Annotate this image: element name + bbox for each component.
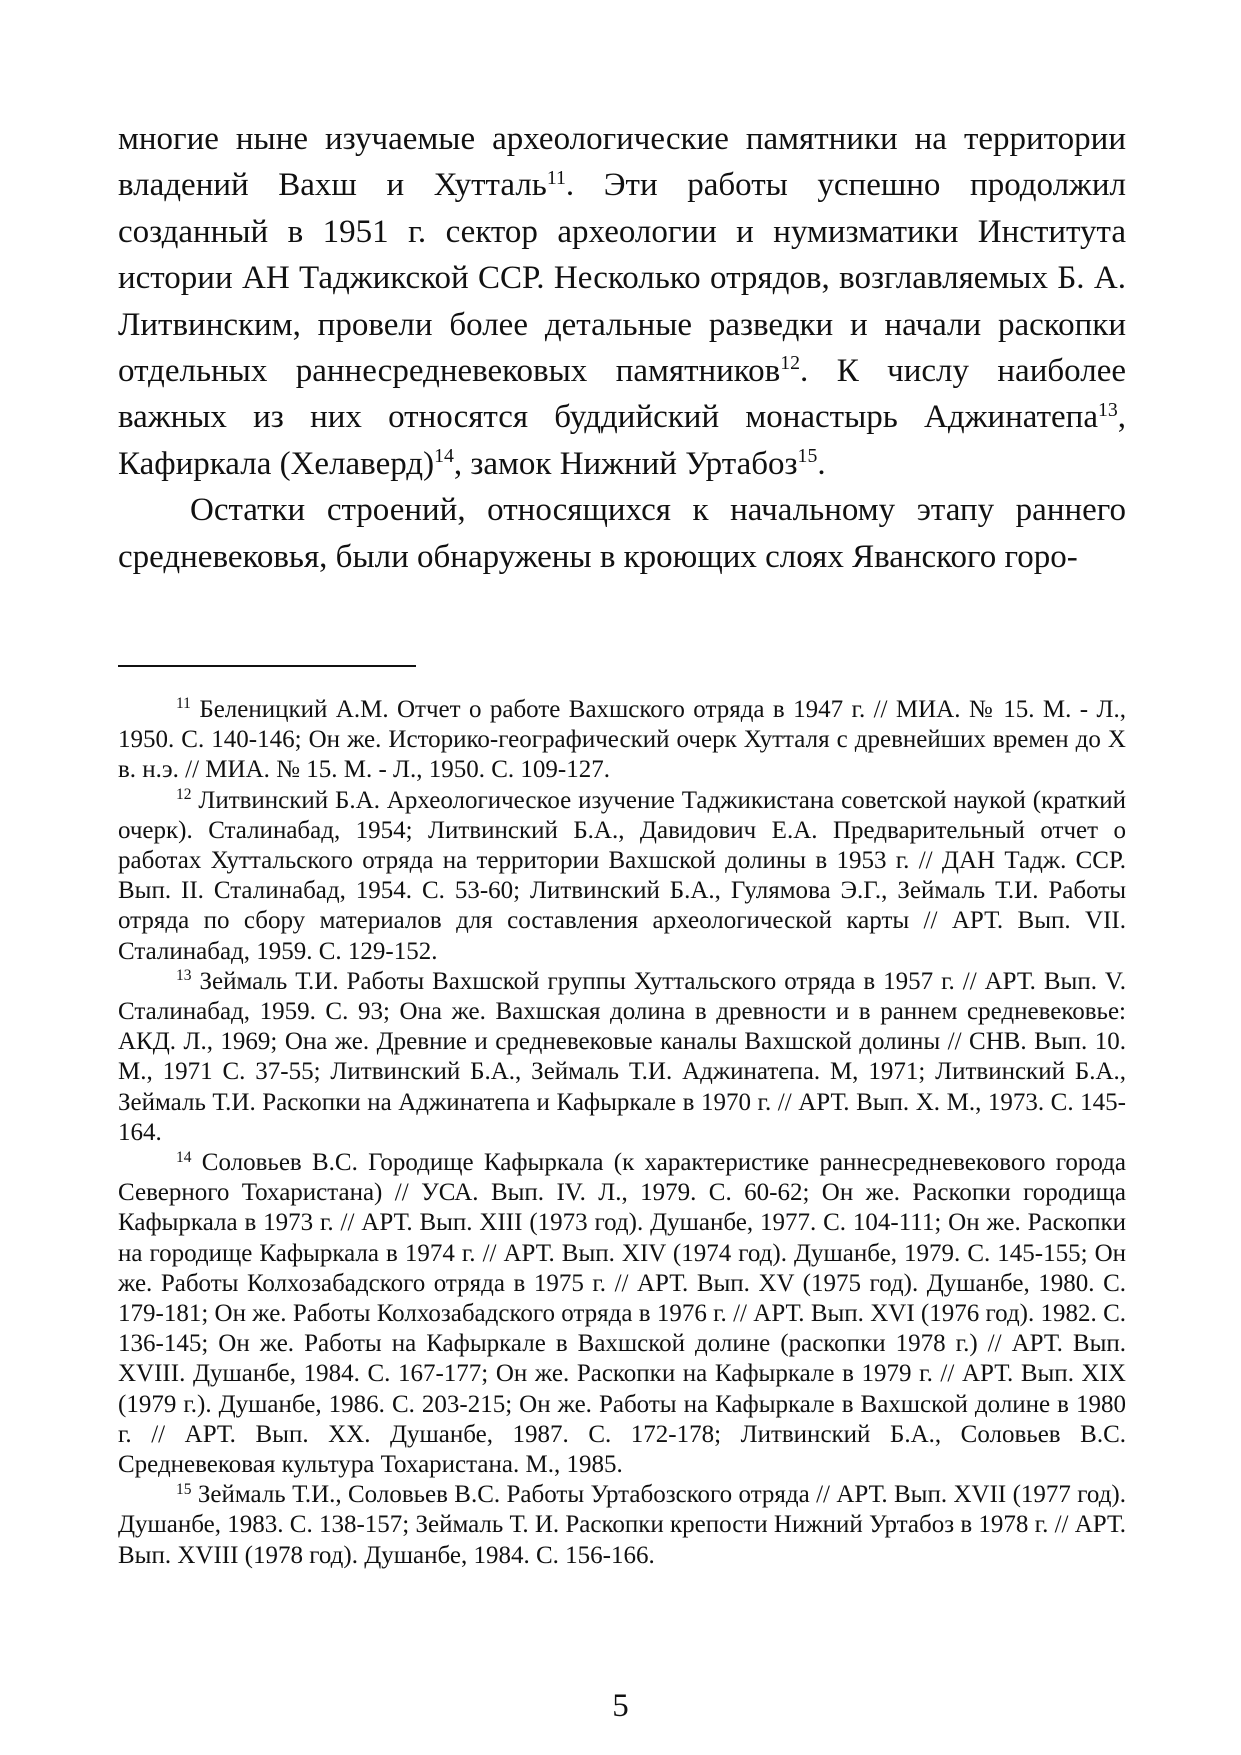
footnote-number: 15: [176, 1480, 192, 1498]
footnote-number: 13: [176, 967, 192, 985]
footnote-separator: [118, 665, 416, 667]
footnote-15: [118, 1480, 1126, 1571]
footnote-ref-14[interactable]: 14: [434, 444, 454, 467]
footnote-ref-11[interactable]: 11: [546, 166, 566, 189]
text-run: . К числу наиболее важных из них относятся буддийский монастырь Аджинатепа: [118, 353, 1126, 436]
footnote-11: [118, 695, 1126, 786]
footnote-14: [118, 1148, 1126, 1480]
footnote-text: Соловьев В.С. Городище Кафыркала (к характеристике раннесредневекового города Северного Тохаристана) // УСА. Вып. IV. Л., 1979. С. 60-62; Он же. Раскопки городища Кафыркала в 1973 г. // АРТ. Вып. XIII (1973 год). Душанбе, 1977. С. 104-111; Он же. Раскопки на городище Кафыркала в 1974 г. // АРТ. Вып. XIV (1974 год). Душанбе, 1979. С. 145-155; Он же. Работы Колхозабадского отряда в 1975 г. // АРТ. Вып. XV (1975 год). Душанбе, 1980. С. 179-181; Он же. Работы Колхозабадского отряда в 1976 г. // АРТ. Вып. XVI (1976 год). 1982. С. 136-145; Он же. Работы на Кафыркале в Вахшской долине (раскопки 1978 г.) // АРТ. Вып. XVIII. Душанбе, 1984. С. 167-177; Он же. Раскопки на Кафыркале в 1979 г. // АРТ. Вып. XIX (1979 г.). Душанбе, 1986. С. 203-215; Он же. Работы на Кафыркале в Вахшской долине в 1980 г. // АРТ. Вып. XX. Душанбе, 1987. С. 172-178; Литвинский Б.А., Соловьев В.С. Средневековая культура Тохаристана. М., 1985.: [118, 1149, 1126, 1479]
text-run: многие ныне изучаемые археологические памятники на территории владений Вахш и Хутталь: [118, 121, 1126, 204]
text-run: .: [817, 445, 826, 482]
text-run: . Эти работы успешно продолжил созданный в 1951 г. сектор археологии и нумизматики Института истории АН Таджикской ССР. Несколько отрядов, возглавляемых Б. А. Литвинским, провели более детальные разведки и начали раскопки отдельных раннесредневековых памятников: [118, 167, 1126, 390]
paragraph-2: Остатки строений, относящихся к начальному этапу раннего средневековья, были обнаружены в кроющих слоях Яванского горо-: [118, 492, 1126, 575]
footnote-text: Зеймаль Т.И., Соловьев В.С. Работы Уртабозского отряда // АРТ. Вып. XVII (1977 год). Душанбе, 1983. С. 138-157; Зеймаль Т. И. Раскопки крепости Нижний Уртабоз в 1978 г. // АРТ. Вып. XVIII (1978 год). Душанбе, 1984. С. 156-166.: [118, 1481, 1126, 1569]
footnote-13: [118, 967, 1126, 1148]
text-run: , замок Нижний Уртабоз: [453, 445, 798, 482]
footnote-ref-13[interactable]: 13: [1097, 398, 1118, 421]
text-run: , Кафиркала (Хелаверд): [118, 399, 1126, 482]
footnote-ref-15[interactable]: 15: [797, 444, 818, 467]
footnotes: [118, 695, 1126, 1571]
footnote-text: Зеймаль Т.И. Работы Вахшской группы Хуттальского отряда в 1957 г. // АРТ. Вып. V. Сталинабад, 1959. С. 93; Она же. Вахшская долина в древности и в раннем средневековье: АКД. Л., 1969; Она же. Древние и средневековые каналы Вахшской долины // СНВ. Вып. 10. М., 1971 С. 37-55; Литвинский Б.А., Зеймаль Т.И. Аджинатепа. М, 1971; Литвинский Б.А., Зеймаль Т.И. Раскопки на Аджинатепа и Кафыркале в 1970 г. // АРТ. Вып. X. М., 1973. С. 145-164.: [118, 967, 1126, 1146]
footnote-12: [118, 786, 1126, 967]
paragraph-1: [118, 116, 1126, 487]
page-number: 5: [612, 1688, 629, 1724]
footnote-number: 11: [176, 695, 191, 713]
footnote-ref-12[interactable]: 12: [780, 352, 801, 375]
footnote-number: 14: [176, 1148, 192, 1166]
footnote-text: Беленицкий А.М. Отчет о работе Вахшского отряда в 1947 г. // МИА. № 15. М. - Л., 1950. С. 140-146; Он же. Историко-географический очерк Хутталя с древнейших времен до X в. н.э. // МИА. № 15. М. - Л., 1950. С. 109-127.: [118, 696, 1126, 784]
footnote-text: Литвинский Б.А. Археологическое изучение Таджикистана советской наукой (краткий очерк). Сталинабад, 1954; Литвинский Б.А., Давидович Е.А. Предварительный отчет о работах Хуттальского отряда на территории Вахшской долины в 1953 г. // ДАН Тадж. ССР. Вып. II. Сталинабад, 1954. С. 53-60; Литвинский Б.А., Гулямова Э.Г., Зеймаль Т.И. Работы отряда по сбору материалов для составления археологической карты // АРТ. Вып. VII. Сталинабад, 1959. С. 129-152.: [118, 786, 1126, 965]
footnote-number: 12: [176, 786, 192, 804]
main-text: [118, 116, 1126, 580]
